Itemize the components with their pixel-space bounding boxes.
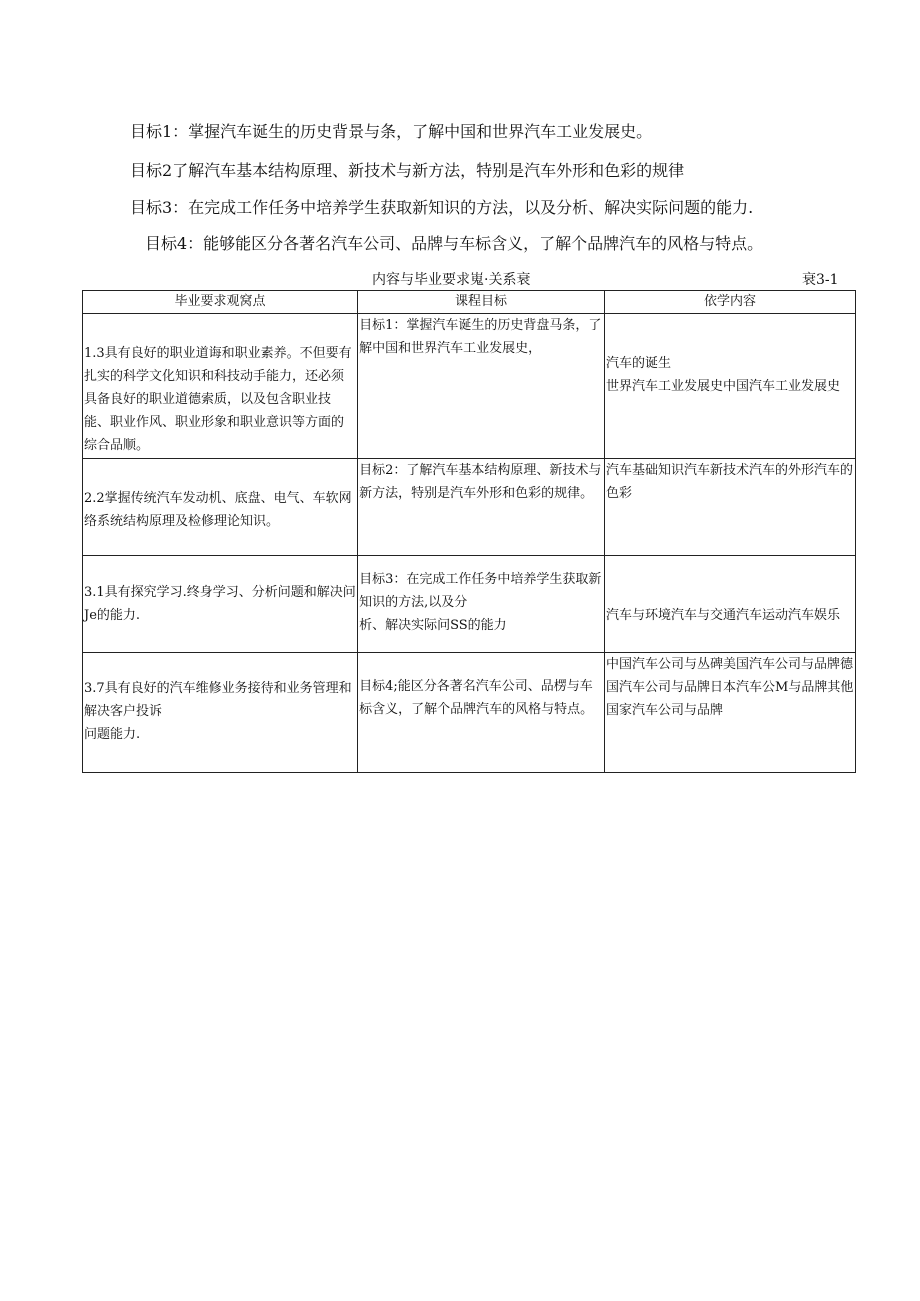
objective-cell xyxy=(358,556,605,653)
content-line: 汽车的诞生 xyxy=(606,356,672,371)
requirements-table xyxy=(82,290,856,773)
table-row xyxy=(83,556,856,653)
content-cell xyxy=(605,459,856,556)
table-row xyxy=(83,459,856,556)
requirement-cell: 2.2掌握传统汽车发动机、底盘、电气、车软网络系统结构原理及检修理论知识。 xyxy=(83,459,358,556)
objective-cell: 目标2：了解汽车基本结构原理、新技术与新方法，特别是汽车外形和色彩的规律。 xyxy=(358,459,605,556)
content-cell xyxy=(605,314,856,459)
requirement-cell xyxy=(83,653,358,773)
objective-line: 目标3：在完成工作任务中培养学生获取新知识的方法,以及分 xyxy=(359,572,602,610)
requirement-line: 3.7具有良好的汽车维修业务接待和业务管理和解决客户投诉 xyxy=(84,681,352,719)
table-row xyxy=(83,653,856,773)
objective-2-text: 目标2了解汽车基本结构原理、新技术与新方法，特别是汽车外形和色彩的规律 xyxy=(130,161,685,180)
requirement-cell: 3.1具有探究学习.终身学习、分析问题和解决问Je的能力. xyxy=(83,556,358,653)
table-header-row xyxy=(83,291,856,314)
header-requirement: 毕业要求观窝点 xyxy=(83,291,358,314)
objective-cell: 目标4;能区分各著名汽车公司、品楞与车标含义，了解个品牌汽车的风格与特点。 xyxy=(358,653,605,773)
objective-cell: 目标1：掌握汽车诞生的历史背盘马条，了解中国和世界汽车工业发展史， xyxy=(358,314,605,459)
content-cell xyxy=(605,556,856,653)
header-objective: 课程目标 xyxy=(358,291,605,314)
content-line: 汽车基础知识汽车新技术汽车的外形汽车的色彩 xyxy=(606,463,854,501)
objective-1-text: 目标1：掌握汽车诞生的历史背景与条，了解中国和世界汽车工业发展史。 xyxy=(130,122,653,141)
table-number: 衰3-1 xyxy=(802,272,839,288)
header-content: 依学内容 xyxy=(605,291,856,314)
objective-4-text: 目标4：能够能区分各著名汽车公司、品牌与车标含义，了解个品牌汽车的风格与特点。 xyxy=(145,234,764,253)
table-title: 内容与毕业要求嵬·关系衰 xyxy=(372,272,531,288)
content-line: 世界汽车工业发展史中国汽车工业发展史 xyxy=(606,379,841,394)
content-cell xyxy=(605,653,856,773)
requirement-cell: 1.3具有良好的职业道诲和职业素养。不但要有扎实的科学文化知识和科技动手能力，还必须具备良好的职业道德索质，以及包含职业技能、职业作风、职业形象和职业意识等方面的综合品顺。 xyxy=(83,314,358,459)
content-line: 中国汽车公司与丛碑美国汽车公司与品牌德国汽车公司与品牌日本汽车公M与品牌其他国家汽车公司与品牌 xyxy=(606,657,854,718)
requirement-line: 问题能力. xyxy=(84,727,141,742)
content-line: 汽车与环境汽车与交通汽车运动汽车娱乐 xyxy=(606,608,841,623)
objective-line: 析、解决实际问SS的能力 xyxy=(359,618,507,633)
table-row xyxy=(83,314,856,459)
objective-3-text: 目标3：在完成工作任务中培养学生获取新知识的方法，以及分析、解决实际问题的能力. xyxy=(130,198,754,217)
